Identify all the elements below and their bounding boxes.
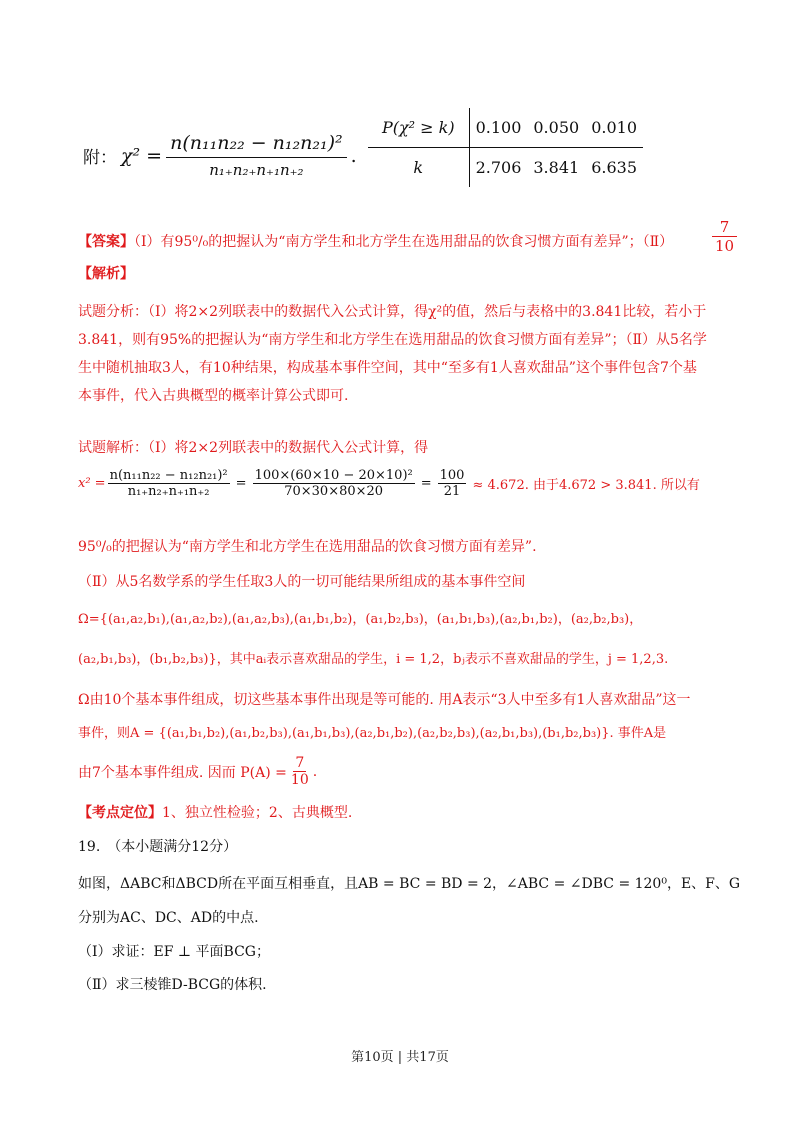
prob-num: 7 [295,755,305,771]
calc-den-2: 70×30×80×20 [284,484,384,499]
table-row [368,108,643,148]
table-head-k: k [368,148,469,188]
kaodian-text: 1、独立性检验；2、古典概型. [162,805,353,821]
calc-frac-3 [438,468,467,499]
analysis-line: 3.841，则有95%的把握认为“南方学生和北方学生在选用甜品的饮食习惯方面有差异”；（Ⅱ）从5名学 [78,332,707,348]
calc-den-3: 21 [443,484,461,499]
chi-calculation [78,468,700,499]
calc-lhs: x² = [78,476,106,491]
chi-denominator: n₁₊n₂₊n₊₁n₊₂ [209,161,304,179]
table-cell: 3.841 [533,158,580,177]
q19-part-2: （Ⅱ）求三棱锥D-BCG的体积. [78,977,267,993]
answer-frac-num: 7 [712,218,737,237]
calc-eq-2: = [420,476,432,491]
table-cell: 0.050 [527,108,585,148]
answer-line [78,232,673,252]
q19-line-2: 分别为AC、DC、AD的中点. [78,910,259,926]
table-row [368,148,643,188]
kaodian-tag: 【考点定位】 [78,805,162,821]
chi-square-fraction [166,132,347,179]
calc-num-1: n(n₁₁n₂₂ − n₁₂n₂₁)² [109,468,228,483]
calc-frac-2 [253,468,415,499]
prob-den: 10 [290,772,309,788]
q19-part-1: （Ⅰ）求证：EF ⊥ 平面BCG； [78,944,270,960]
conclusion-line: 95⁰/₀的把握认为“南方学生和北方学生在选用甜品的饮食习惯方面有差异”. [78,539,537,555]
table-cell: 0.010 [585,108,643,148]
answer-frac-den: 10 [715,237,735,255]
omega-line-1: Ω={(a₁,a₂,b₁),(a₁,a₂,b₂),(a₁,a₂,b₃),(a₁,b₁,b₂)，(a₁,b₂,b₃)，(a₁,b₁,b₃),(a₂,b₁,b₂)，(a₂,b₂,b₃)， [78,612,643,627]
answer-text: （Ⅰ）有95⁰/₀的把握认为“南方学生和北方学生在选用甜品的饮食习惯方面有差异”；（Ⅱ） [134,234,674,250]
calc-den-1: n₁₊n₂₊n₊₁n₊₂ [127,484,210,499]
calc-num-2: 100×(60×10 − 20×10)² [254,468,413,483]
chi-square-lhs: χ² = [121,144,163,167]
prob-suffix: . [312,763,318,780]
calc-tail: ≈ 4.672. 由于4.672 > 3.841. 所以有 [472,478,700,493]
probability-line [78,755,317,788]
table-head-p: P(χ² ≥ k) [368,108,469,148]
kaodian-line [78,803,352,823]
omega-line-3: Ω由10个基本事件组成，切这些基本事件出现是等可能的. 用A表示“3人中至多有1人喜欢甜品”这一 [78,692,691,708]
prob-fraction [289,755,311,788]
table-cell: 6.635 [591,158,637,177]
event-line: 事件，则A = {(a₁,b₁,b₂),(a₁,b₂,b₃),(a₁,b₁,b₃),(a₂,b₁,b₂),(a₂,b₂,b₃),(a₂,b₁,b₃),(b₁,b₂,b₃)}. 事件A是 [78,726,667,741]
analysis-line: 本事件，代入古典概型的概率计算公式即可. [78,388,349,404]
calc-eq: = [235,476,247,491]
analysis-line: 生中随机抽取3人，有10种结果，构成基本事件空间，其中“至多有1人喜欢甜品”这个事件包含7个基 [78,360,697,376]
calc-num-3: 100 [439,468,465,483]
analysis-paragraph [78,298,738,410]
table-cell: 0.100 [469,108,527,148]
part2-intro: （Ⅱ）从5名数学系的学生任取3人的一切可能结果所组成的基本事件空间 [78,574,526,590]
analysis-tag: 【解析】 [78,266,134,282]
answer-tag: 【答案】 [78,234,134,250]
q19-header: 19. （本小题满分12分） [78,839,238,855]
appendix-formula [83,132,357,179]
page-footer: 第10页 | 共17页 [351,1050,449,1065]
answer-fraction [712,218,737,255]
q19-line-1: 如图，ΔABC和ΔBCD所在平面互相垂直，且AB = BC = BD = 2，∠ABC = ∠DBC = 120⁰，E、F、G [78,876,741,892]
calc-frac-1 [108,468,230,499]
table-cell: 2.706 [475,158,522,177]
omega-line-2: (a₂,b₁,b₃)，(b₁,b₂,b₃)}，其中aᵢ表示喜欢甜品的学生，i = 1,2，bⱼ表示不喜欢甜品的学生，j = 1,2,3. [78,652,669,667]
analysis-line: 试题分析：（Ⅰ）将2×2列联表中的数据代入公式计算，得χ²的值，然后与表格中的3.841比较，若小于 [78,304,707,320]
chi-numerator: n(n₁₁n₂₂ − n₁₂n₂₁)² [166,132,347,158]
prob-prefix: 由7个基本事件组成. 因而 P(A) = [78,764,287,781]
critical-value-table [368,108,643,196]
appendix-label: 附： [83,148,117,168]
solution-intro: 试题解析：（Ⅰ）将2×2列联表中的数据代入公式计算，得 [78,440,429,456]
formula-period: . [350,144,357,167]
